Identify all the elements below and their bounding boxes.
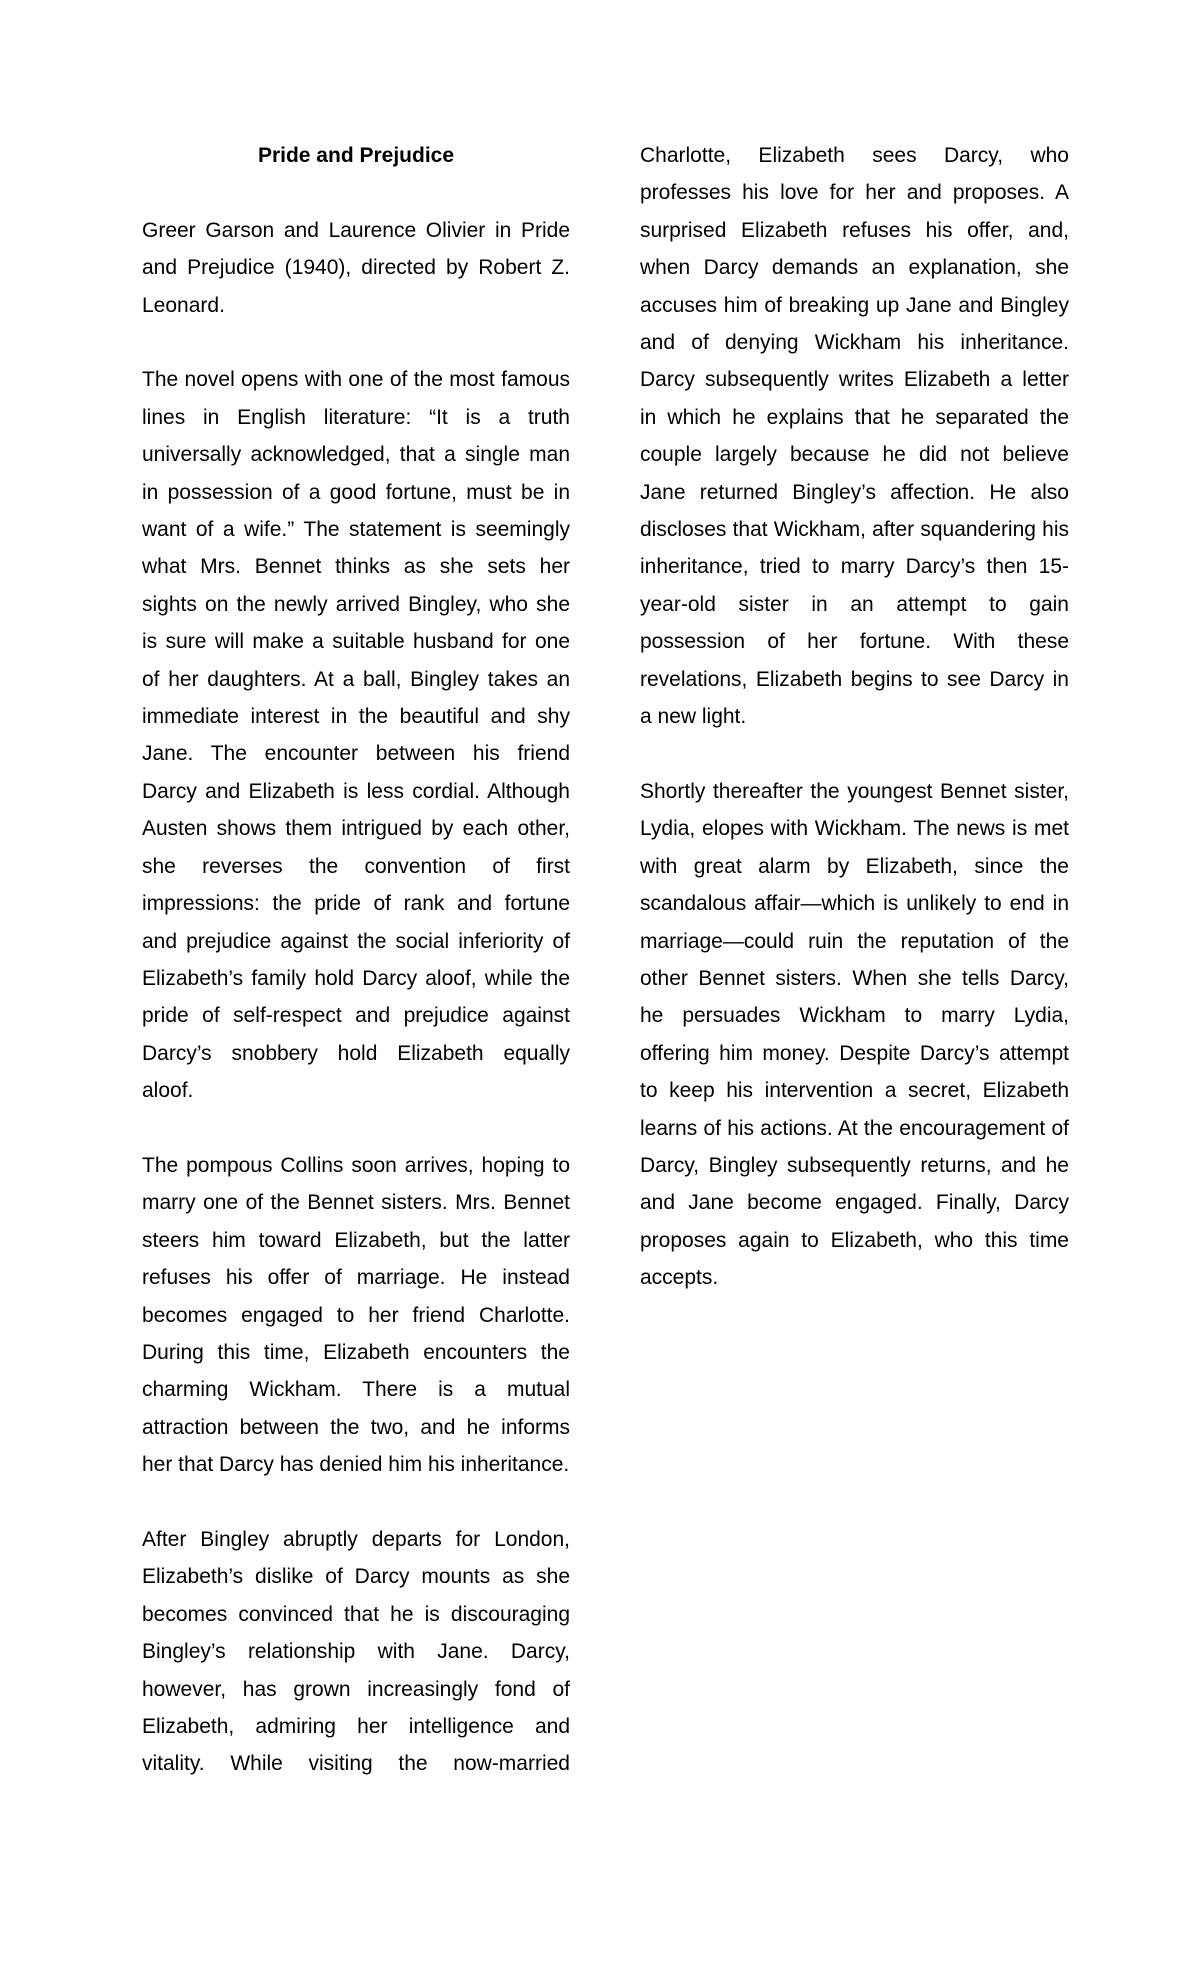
document-title: Pride and Prejudice — [257, 144, 455, 167]
paragraph-3: After Bingley abruptly departs for London, Elizabeth’s dislike of Darcy mounts as she becomes convinced that he is discouraging Bingley’s relationship with Jane. Darcy, however, has grown increasingly fond of Elizabeth, admiring her intelligence and vitality. While visiting the now-married — [142, 1527, 570, 1776]
paragraph-3-continued: Charlotte, Elizabeth sees Darcy, who professes his love for her and proposes. A surprised Elizabeth refuses his offer, and, when Darcy demands an explanation, she accuses him of breaking up Jane and Bingley and of denying Wickham his inheritance. Darcy subsequently writes Elizabeth a letter in which he explains that he separated the couple largely because he did not believe Jane returned Bingley’s affection. He also discloses that Wickham, after squandering his inheritance, tried to marry Darcy’s then 15-year-old sister in an attempt to gain possession of her fortune. With these revelations, Elizabeth begins to see Darcy in a new light. — [640, 144, 1069, 729]
right-column — [640, 137, 1069, 1334]
image-caption: Greer Garson and Laurence Olivier in Pride and Prejudice (1940), directed by Robert Z. Leonard. — [142, 218, 570, 317]
paragraph-1: The novel opens with one of the most famous lines in English literature: “It is a truth universally acknowledged, that a single man in possession of a good fortune, must be in want of a wife.” The statement is seemingly what Mrs. Bennet thinks as she sets her sights on the newly arrived Bingley, who she is sure will make a suitable husband for one of her daughters. At a ball, Bingley takes an immediate interest in the beautiful and shy Jane. The encounter between his friend Darcy and Elizabeth is less cordial. Although Austen shows them intrigued by each other, she reverses the convention of first impressions: the pride of rank and fortune and prejudice against the social inferiority of Elizabeth’s family hold Darcy aloof, while the pride of self-respect and prejudice against Darcy’s snobbery hold Elizabeth equally aloof. — [142, 368, 570, 1103]
left-column — [142, 137, 570, 1820]
paragraph-4: Shortly thereafter the youngest Bennet sister, Lydia, elopes with Wickham. The news is met with great alarm by Elizabeth, since the scandalous affair—which is unlikely to end in marriage—could ruin the reputation of the other Bennet sisters. When she tells Darcy, he persuades Wickham to marry Lydia, offering him money. Despite Darcy’s attempt to keep his intervention a secret, Elizabeth learns of his actions. At the encouragement of Darcy, Bingley subsequently returns, and he and Jane become engaged. Finally, Darcy proposes again to Elizabeth, who this time accepts. — [640, 779, 1069, 1290]
paragraph-2: The pompous Collins soon arrives, hoping to marry one of the Bennet sisters. Mrs. Bennet steers him toward Elizabeth, but the latter refuses his offer of marriage. He instead becomes engaged to her friend Charlotte. During this time, Elizabeth encounters the charming Wickham. There is a mutual attraction between the two, and he informs her that Darcy has denied him his inheritance. — [142, 1153, 570, 1477]
